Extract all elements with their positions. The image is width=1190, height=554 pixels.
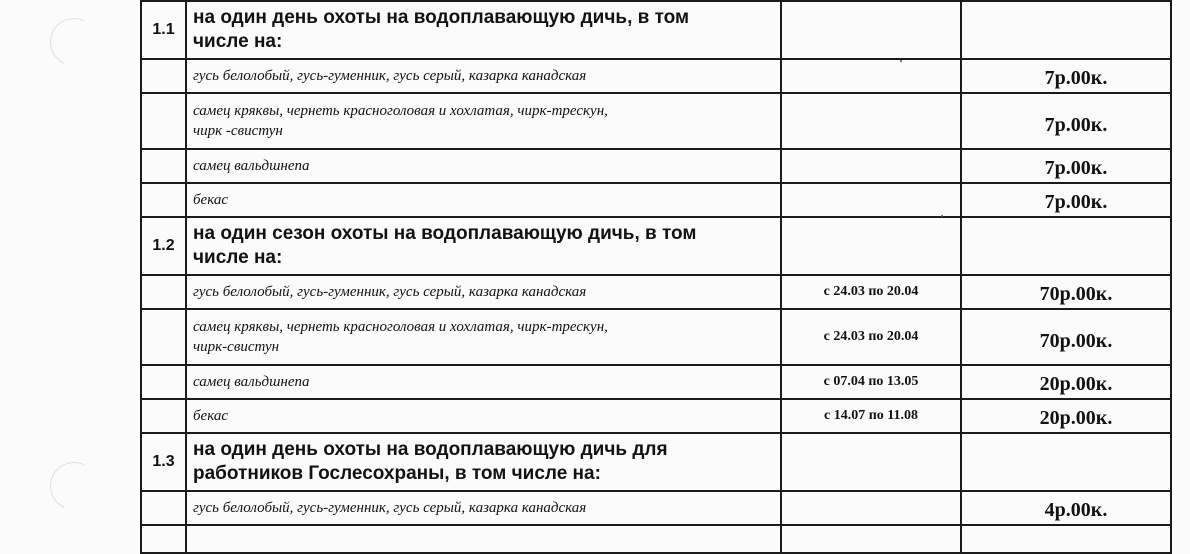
price-value: 70р.00к.	[1039, 282, 1113, 305]
period-cell	[781, 217, 961, 275]
price-cell	[961, 1, 1171, 59]
table-row	[141, 149, 1171, 183]
period-cell	[781, 183, 961, 217]
scan-speck	[900, 60, 902, 62]
period-cell	[781, 1, 961, 59]
price-cell	[961, 183, 1171, 217]
period-cell: с 24.03 по 20.04	[781, 275, 961, 309]
period-cell: с 14.07 по 11.08	[781, 399, 961, 433]
price-value: 7р.00к.	[1044, 113, 1108, 136]
price-value: 20р.00к.	[1039, 372, 1113, 395]
section-number: 1.2	[141, 217, 186, 275]
period-cell	[781, 491, 961, 525]
price-table-sheet	[140, 0, 1170, 521]
price-value: 7р.00к.	[1044, 66, 1108, 89]
item-description	[186, 309, 781, 365]
section-heading-line2: работников Гослесохраны, в том числе на:	[193, 463, 601, 484]
period-cell: с 24.03 по 20.04	[781, 309, 961, 365]
item-description: бекас	[186, 399, 781, 433]
price-cell	[961, 433, 1171, 491]
price-value: 70р.00к.	[1039, 329, 1113, 352]
price-cell	[961, 491, 1171, 525]
period-cell	[781, 433, 961, 491]
price-value: 7р.00к.	[1044, 156, 1108, 179]
item-description: гусь белолобый, гусь-гуменник, гусь серый, казарка канадская	[186, 275, 781, 309]
section-heading-line1: на один сезон охоты на водоплавающую дичь, в том	[193, 223, 697, 244]
section-heading-line2: числе на:	[193, 247, 283, 268]
section-heading	[186, 1, 781, 59]
section-header-row	[141, 433, 1171, 491]
item-description-line1: самец кряквы, чернеть красноголовая и хохлатая, чирк-трескун,	[193, 319, 608, 335]
section-heading	[186, 217, 781, 275]
table-row	[141, 491, 1171, 525]
section-heading-line2: числе на:	[193, 31, 283, 52]
section-number: 1.3	[141, 433, 186, 491]
price-cell	[961, 399, 1171, 433]
price-cell	[961, 275, 1171, 309]
scan-speck	[941, 215, 943, 217]
price-cell	[961, 217, 1171, 275]
table-row	[141, 309, 1171, 365]
price-cell	[961, 59, 1171, 93]
price-cell	[961, 149, 1171, 183]
table-row	[141, 399, 1171, 433]
price-value: 7р.00к.	[1044, 190, 1108, 213]
price-value: 20р.00к.	[1039, 406, 1113, 429]
section-number: 1.1	[141, 1, 186, 59]
section-heading-line1: на один день охоты на водоплавающую дичь для	[193, 439, 668, 460]
period-cell	[781, 93, 961, 149]
price-cell	[961, 309, 1171, 365]
item-description-line2: чирк-свистун	[193, 339, 280, 355]
table-row	[141, 275, 1171, 309]
section-heading-line1: на один день охоты на водоплавающую дичь, в том	[193, 7, 690, 28]
item-description: гусь белолобый, гусь-гуменник, гусь серый, казарка канадская	[186, 491, 781, 525]
period-cell	[781, 149, 961, 183]
item-description	[186, 93, 781, 149]
price-value: 4р.00к.	[1044, 498, 1108, 521]
section-header-row	[141, 1, 1171, 59]
item-description: самец вальдшнепа	[186, 365, 781, 399]
price-cell	[961, 365, 1171, 399]
item-description: бекас	[186, 183, 781, 217]
table-row	[141, 183, 1171, 217]
section-heading	[186, 433, 781, 491]
section-header-row	[141, 217, 1171, 275]
period-cell	[781, 59, 961, 93]
hunting-fee-table	[140, 0, 1172, 554]
punch-hole-top	[43, 11, 105, 73]
table-row	[141, 365, 1171, 399]
item-description: гусь белолобый, гусь-гуменник, гусь серый, казарка канадская	[186, 59, 781, 93]
item-description: самец вальдшнепа	[186, 149, 781, 183]
period-cell: с 07.04 по 13.05	[781, 365, 961, 399]
table-row	[141, 93, 1171, 149]
item-description-line2: чирк -свистун	[193, 123, 283, 139]
item-description-line1: самец кряквы, чернеть красноголовая и хохлатая, чирк-трескун,	[193, 103, 608, 119]
punch-hole-bottom	[43, 455, 105, 517]
table-row	[141, 525, 1171, 553]
table-row	[141, 59, 1171, 93]
price-cell	[961, 93, 1171, 149]
